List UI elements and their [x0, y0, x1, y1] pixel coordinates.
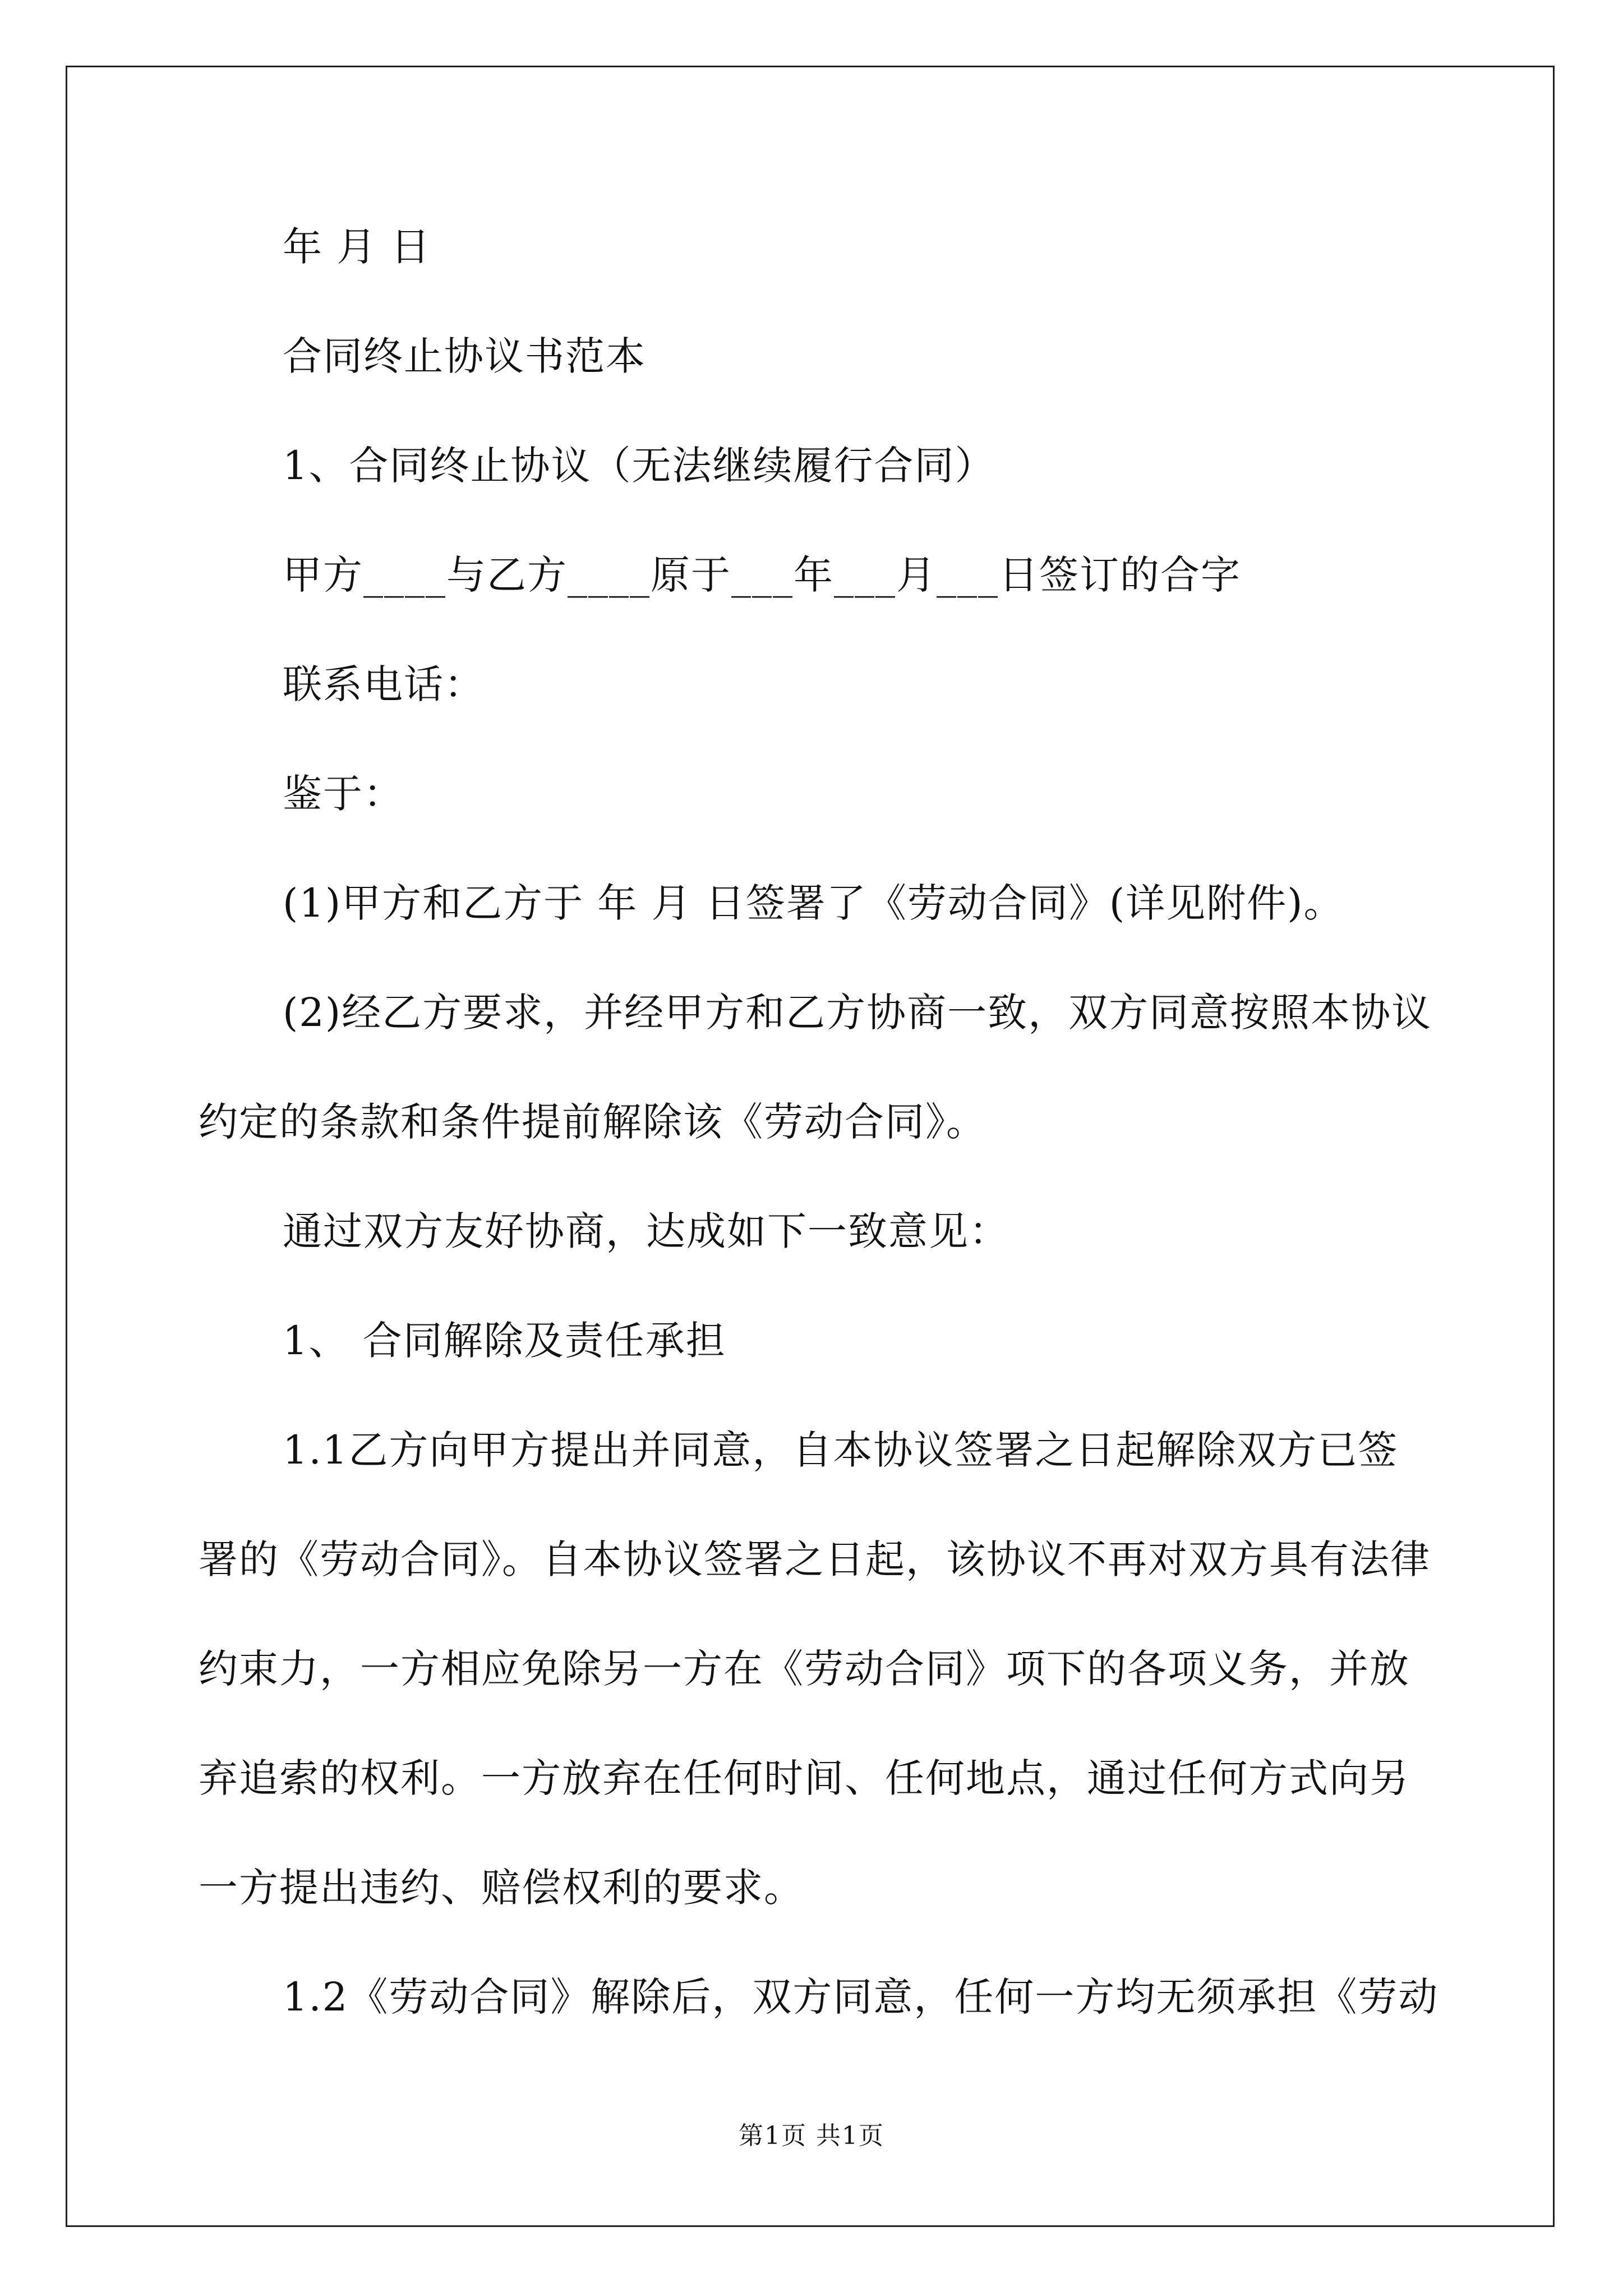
parties-line: 甲方____与乙方____原于___年___月___日签订的合字 — [283, 552, 1241, 598]
page-footer: 第1页 共1页 — [739, 2122, 884, 2150]
contact-phone-line: 联系电话： — [283, 661, 485, 707]
recital-2-line-2: 约定的条款和条件提前解除该《劳动合同》。 — [199, 1099, 986, 1145]
clause-1-heading: 1、 合同解除及责任承担 — [283, 1318, 726, 1364]
whereas-line: 鉴于： — [283, 771, 404, 817]
clause-1-1-line-3: 约束力，一方相应免除另一方在《劳动合同》项下的各项义务，并放 — [199, 1646, 1410, 1692]
recital-1: (1)甲方和乙方于 年 月 日签署了《劳动合同》(详见附件)。 — [283, 880, 1344, 926]
clause-1-1-line-2: 署的《劳动合同》。自本协议签署之日起，该协议不再对双方具有法律 — [199, 1536, 1431, 1582]
clause-1-2-line-1: 1.2《劳动合同》解除后，双方同意，任何一方均无须承担《劳动 — [283, 1974, 1439, 2020]
clause-1-1-line-4: 弃追索的权利。一方放弃在任何时间、任何地点，通过任何方式向另 — [199, 1755, 1410, 1801]
agreement-intro: 通过双方友好协商，达成如下一致意见： — [283, 1208, 1009, 1254]
section-heading: 1、合同终止协议（无法继续履行合同） — [283, 443, 995, 489]
document-title: 合同终止协议书范本 — [283, 333, 646, 379]
clause-1-1-line-1: 1.1乙方向甲方提出并同意，自本协议签署之日起解除双方已签 — [283, 1427, 1399, 1473]
clause-1-1-line-5: 一方提出违约、赔偿权利的要求。 — [199, 1865, 804, 1911]
date-line: 年 月 日 — [283, 224, 431, 270]
recital-2-line-1: (2)经乙方要求，并经甲方和乙方协商一致，双方同意按照本协议 — [283, 990, 1432, 1036]
